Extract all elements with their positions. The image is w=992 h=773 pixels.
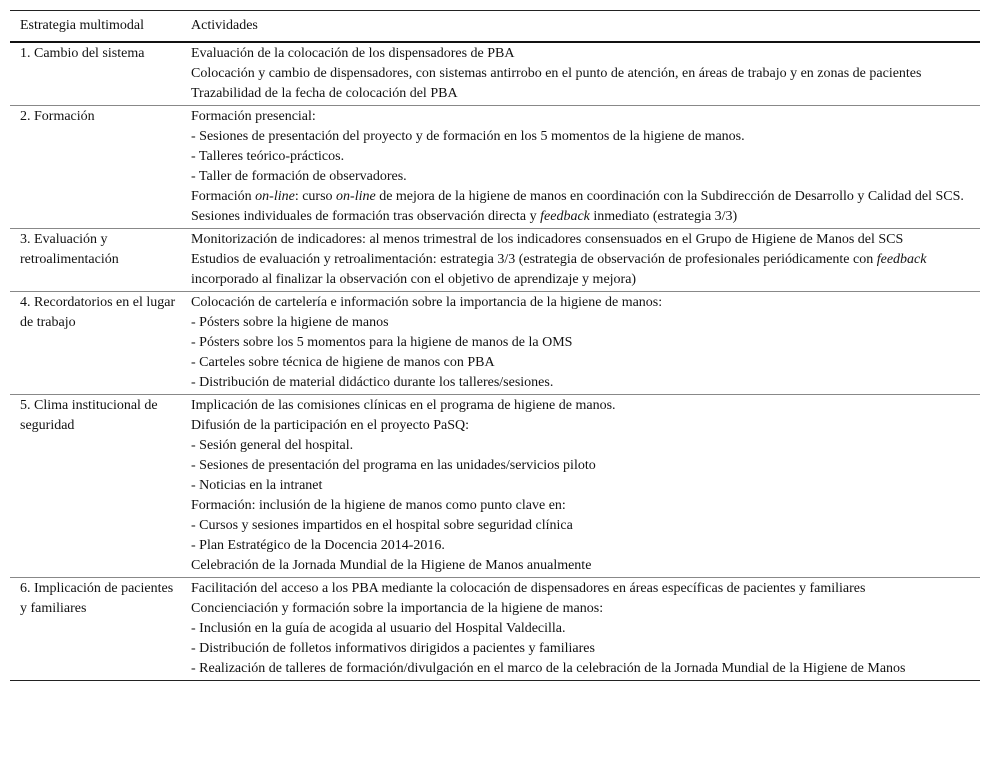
activity-line: - Talleres teórico-prácticos. (191, 149, 345, 164)
activity-line: - Distribución de material didáctico durante los talleres/sesiones. (191, 375, 554, 390)
activity-line: Difusión de la participación en el proyecto PaSQ: (191, 418, 469, 433)
table-row (10, 42, 980, 106)
activities-cell (181, 292, 980, 395)
strategy-cell: 2. Formación (20, 109, 95, 124)
table-row (10, 106, 980, 229)
activity-line: - Sesiones de presentación del programa en las unidades/servicios piloto (191, 458, 596, 473)
activity-line: - Pósters sobre la higiene de manos (191, 315, 389, 330)
table-row (10, 578, 980, 681)
activity-line: - Pósters sobre los 5 momentos para la higiene de manos de la OMS (191, 335, 573, 350)
header-row (10, 11, 980, 43)
activity-line: Monitorización de indicadores: al menos trimestral de los indicadores consensuados en el Grupo de Higiene de Manos del SCS (191, 232, 904, 247)
activity-line: Concienciación y formación sobre la importancia de la higiene de manos: (191, 601, 604, 616)
table-row (10, 292, 980, 395)
activity-line: Colocación y cambio de dispensadores, con sistemas antirrobo en el punto de atención, en áreas de trabajo y en zonas de pacientes (191, 66, 922, 81)
table-row (10, 395, 980, 578)
activity-line: Formación on-line: curso on-line de mejora de la higiene de manos en coordinación con la Subdirección de Desarrollo y Calidad del SCS. (191, 189, 964, 204)
activity-line: Trazabilidad de la fecha de colocación del PBA (191, 86, 458, 101)
header-activities: Actividades (191, 18, 258, 33)
activity-line: - Realización de talleres de formación/divulgación en el marco de la celebración de la Jornada Mundial de la Higiene de Manos (191, 661, 906, 676)
activity-line: - Inclusión en la guía de acogida al usuario del Hospital Valdecilla. (191, 621, 566, 636)
activities-cell (181, 578, 980, 681)
activities-cell (181, 42, 980, 106)
activity-line: - Plan Estratégico de la Docencia 2014-2016. (191, 538, 445, 553)
activity-line: Formación: inclusión de la higiene de manos como punto clave en: (191, 498, 566, 513)
activity-line: Evaluación de la colocación de los dispensadores de PBA (191, 46, 515, 61)
strategy-table (10, 10, 980, 681)
activity-line: Implicación de las comisiones clínicas en el programa de higiene de manos. (191, 398, 616, 413)
activity-line: Sesiones individuales de formación tras observación directa y feedback inmediato (estrategia 3/3) (191, 209, 738, 224)
activity-line: Celebración de la Jornada Mundial de la Higiene de Manos anualmente (191, 558, 592, 573)
strategy-cell: 5. Clima institucional de seguridad (20, 398, 158, 433)
strategy-cell: 3. Evaluación y retroalimentación (20, 232, 119, 267)
strategy-cell: 4. Recordatorios en el lugar de trabajo (20, 295, 176, 330)
activity-line: - Distribución de folletos informativos dirigidos a pacientes y familiares (191, 641, 595, 656)
strategy-cell: 6. Implicación de pacientes y familiares (20, 581, 174, 616)
strategy-cell: 1. Cambio del sistema (20, 46, 145, 61)
activity-line: - Carteles sobre técnica de higiene de manos con PBA (191, 355, 495, 370)
activity-line: Formación presencial: (191, 109, 316, 124)
activity-line: - Sesiones de presentación del proyecto y de formación en los 5 momentos de la higiene de manos. (191, 129, 745, 144)
table-row (10, 229, 980, 292)
activity-line: - Noticias en la intranet (191, 478, 323, 493)
activities-cell (181, 229, 980, 292)
header-strategy: Estrategia multimodal (20, 18, 145, 33)
activities-cell (181, 106, 980, 229)
activity-line: Estudios de evaluación y retroalimentación: estrategia 3/3 (estrategia de observación de profesionales periódicamente con feedback incorporado al finalizar la observación con el objetivo de aprendizaje y mejora) (191, 252, 927, 287)
activity-line: - Sesión general del hospital. (191, 438, 354, 453)
activity-line: - Cursos y sesiones impartidos en el hospital sobre seguridad clínica (191, 518, 573, 533)
activities-cell (181, 395, 980, 578)
activity-line: - Taller de formación de observadores. (191, 169, 407, 184)
activity-line: Colocación de cartelería e información sobre la importancia de la higiene de manos: (191, 295, 663, 310)
activity-line: Facilitación del acceso a los PBA mediante la colocación de dispensadores en áreas específicas de pacientes y familiares (191, 581, 866, 596)
